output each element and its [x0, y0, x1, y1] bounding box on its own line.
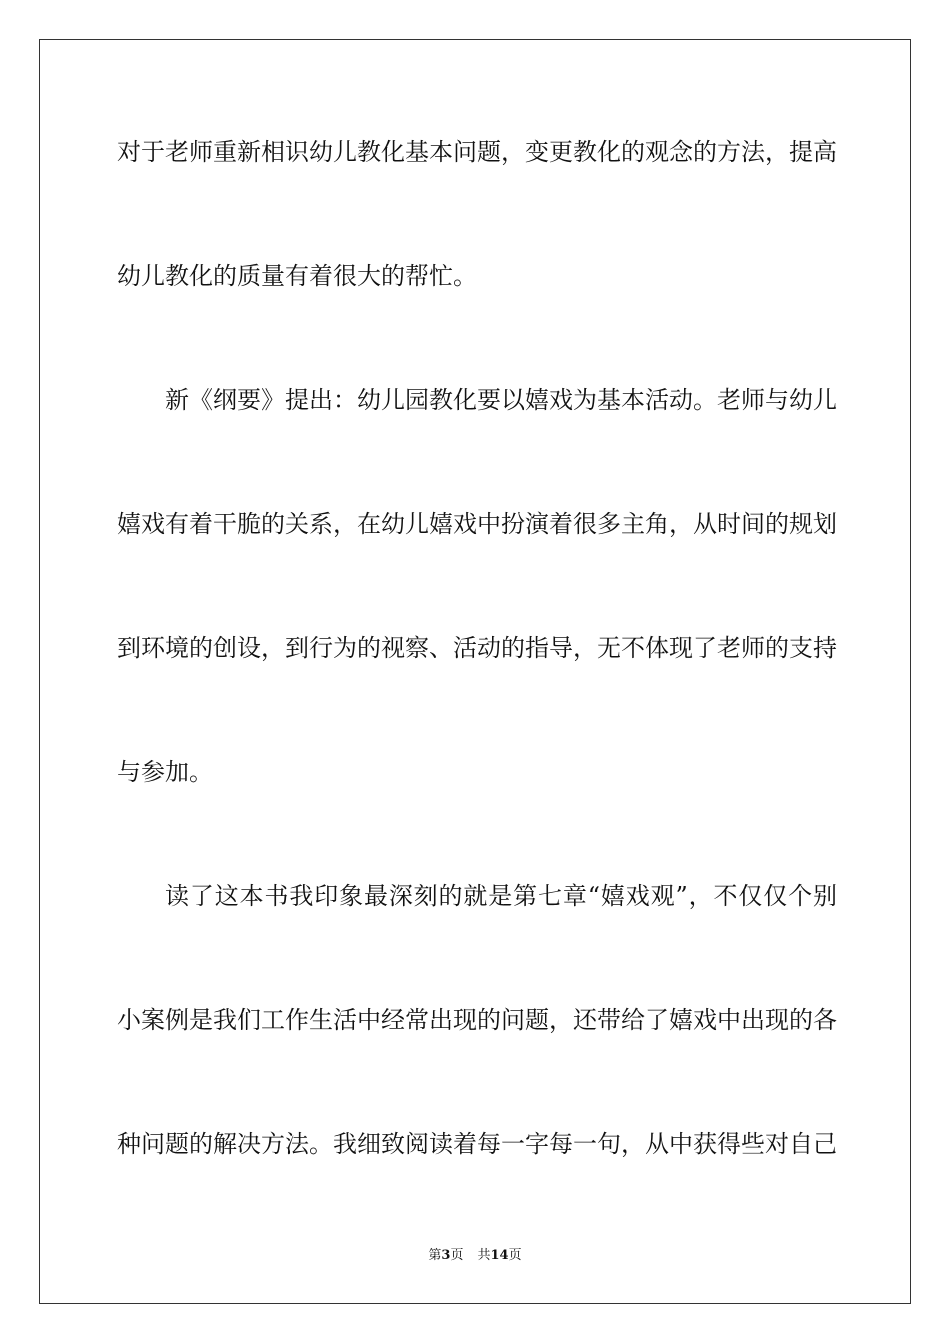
text-line-9: 种问题的解决方法。我细致阅读着每一字每一句，从中获得些对自己: [117, 1130, 837, 1158]
page-suffix: 页: [450, 1248, 464, 1263]
text-line-2: 幼儿教化的质量有着很大的帮忙。: [117, 262, 477, 290]
text-line-5: 到环境的创设，到行为的视察、活动的指导，无不体现了老师的支持: [117, 634, 837, 662]
text-line-7: 读了这本书我印象最深刻的就是第七章“嬉戏观”，不仅仅个别: [165, 882, 837, 910]
page-prefix: 第: [428, 1248, 442, 1263]
total-pages: 14: [490, 1248, 509, 1263]
page-border: [39, 39, 911, 1304]
text-line-4: 嬉戏有着干脆的关系，在幼儿嬉戏中扮演着很多主角，从时间的规划: [117, 510, 837, 538]
text-line-3: 新《纲要》提出：幼儿园教化要以嬉戏为基本活动。老师与幼儿: [165, 386, 837, 414]
page-footer: [0, 1248, 950, 1264]
text-line-6: 与参加。: [117, 758, 213, 786]
total-suffix: 页: [508, 1248, 522, 1263]
text-line-1: 对于老师重新相识幼儿教化基本问题，变更教化的观念的方法，提高: [117, 138, 837, 166]
total-prefix: 共: [477, 1248, 491, 1263]
page-number: 3: [441, 1248, 451, 1263]
text-line-8: 小案例是我们工作生活中经常出现的问题，还带给了嬉戏中出现的各: [117, 1006, 837, 1034]
